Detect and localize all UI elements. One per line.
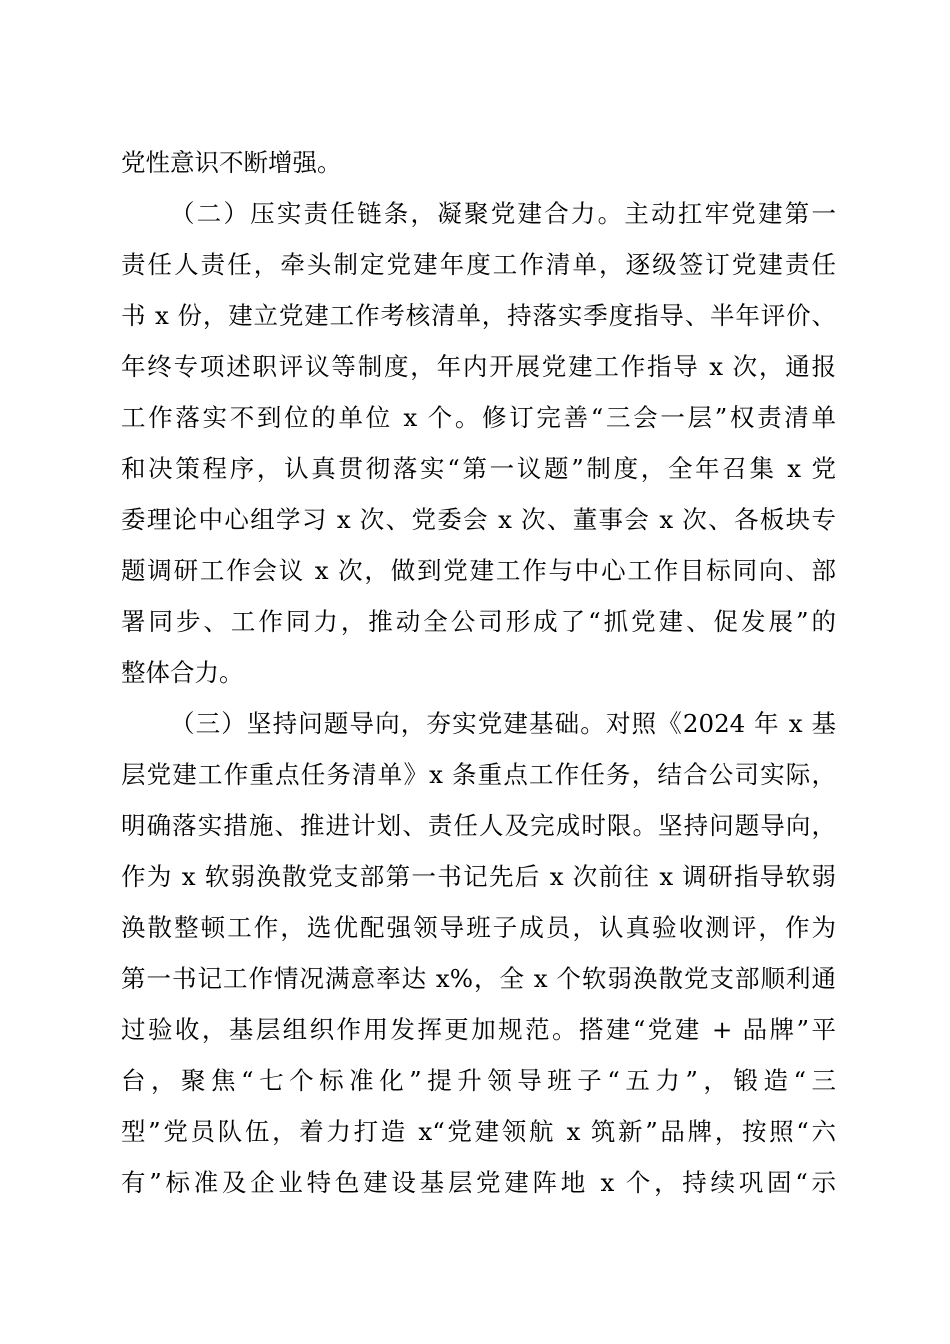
text-line-3: 责任人责任，牵头制定党建年度工作清单，逐级签订党建责任 (121, 250, 836, 279)
text-line-21: 有”标准及企业特色建设基层党建阵地 x 个，持续巩固“示 (121, 1168, 836, 1197)
text-line-10: 署同步、工作同力，推动全公司形成了“抓党建、促发展”的 (121, 607, 836, 636)
text-line-14: 明确落实措施、推进计划、责任人及完成时限。坚持问题导向， (121, 811, 836, 840)
text-line-20: 型”党员队伍，着力打造 x“党建领航 x 筑新”品牌，按照“六 (121, 1117, 836, 1146)
text-line-15: 作为 x 软弱涣散党支部第一书记先后 x 次前往 x 调研指导软弱 (121, 862, 836, 891)
text-line-8: 委理论中心组学习 x 次、党委会 x 次、董事会 x 次、各板块专 (121, 505, 836, 534)
text-line-17: 第一书记工作情况满意率达 x%，全 x 个软弱涣散党支部顺利通 (121, 964, 836, 993)
text-line-18: 过验收，基层组织作用发挥更加规范。搭建“党建 + 品牌”平 (121, 1015, 836, 1044)
text-line-7: 和决策程序，认真贯彻落实“第一议题”制度，全年召集 x 党 (121, 454, 836, 483)
text-line-9: 题调研工作会议 x 次，做到党建工作与中心工作目标同向、部 (121, 556, 836, 585)
text-line-19: 台，聚焦“七个标准化”提升领导班子“五力”，锻造“三 (121, 1066, 836, 1095)
text-line-1: 党性意识不断增强。 (121, 148, 342, 177)
text-line-13: 层党建工作重点任务清单》x 条重点工作任务，结合公司实际， (121, 760, 836, 789)
section-heading-3: （三）坚持问题导向，夯实党建基础。对照《2024 年 x 基 (170, 709, 836, 738)
text-line-6: 工作落实不到位的单位 x 个。修订完善“三会一层”权责清单 (121, 403, 836, 432)
text-line-5: 年终专项述职评议等制度，年内开展党建工作指导 x 次，通报 (121, 352, 836, 381)
text-line-11: 整体合力。 (121, 658, 244, 687)
text-line-16: 涣散整顿工作，选优配强领导班子成员，认真验收测评，作为 (121, 913, 836, 942)
section-heading-2: （二）压实责任链条，凝聚党建合力。主动扛牢党建第一 (170, 199, 836, 228)
text-line-4: 书 x 份，建立党建工作考核清单，持落实季度指导、半年评价、 (121, 301, 836, 330)
